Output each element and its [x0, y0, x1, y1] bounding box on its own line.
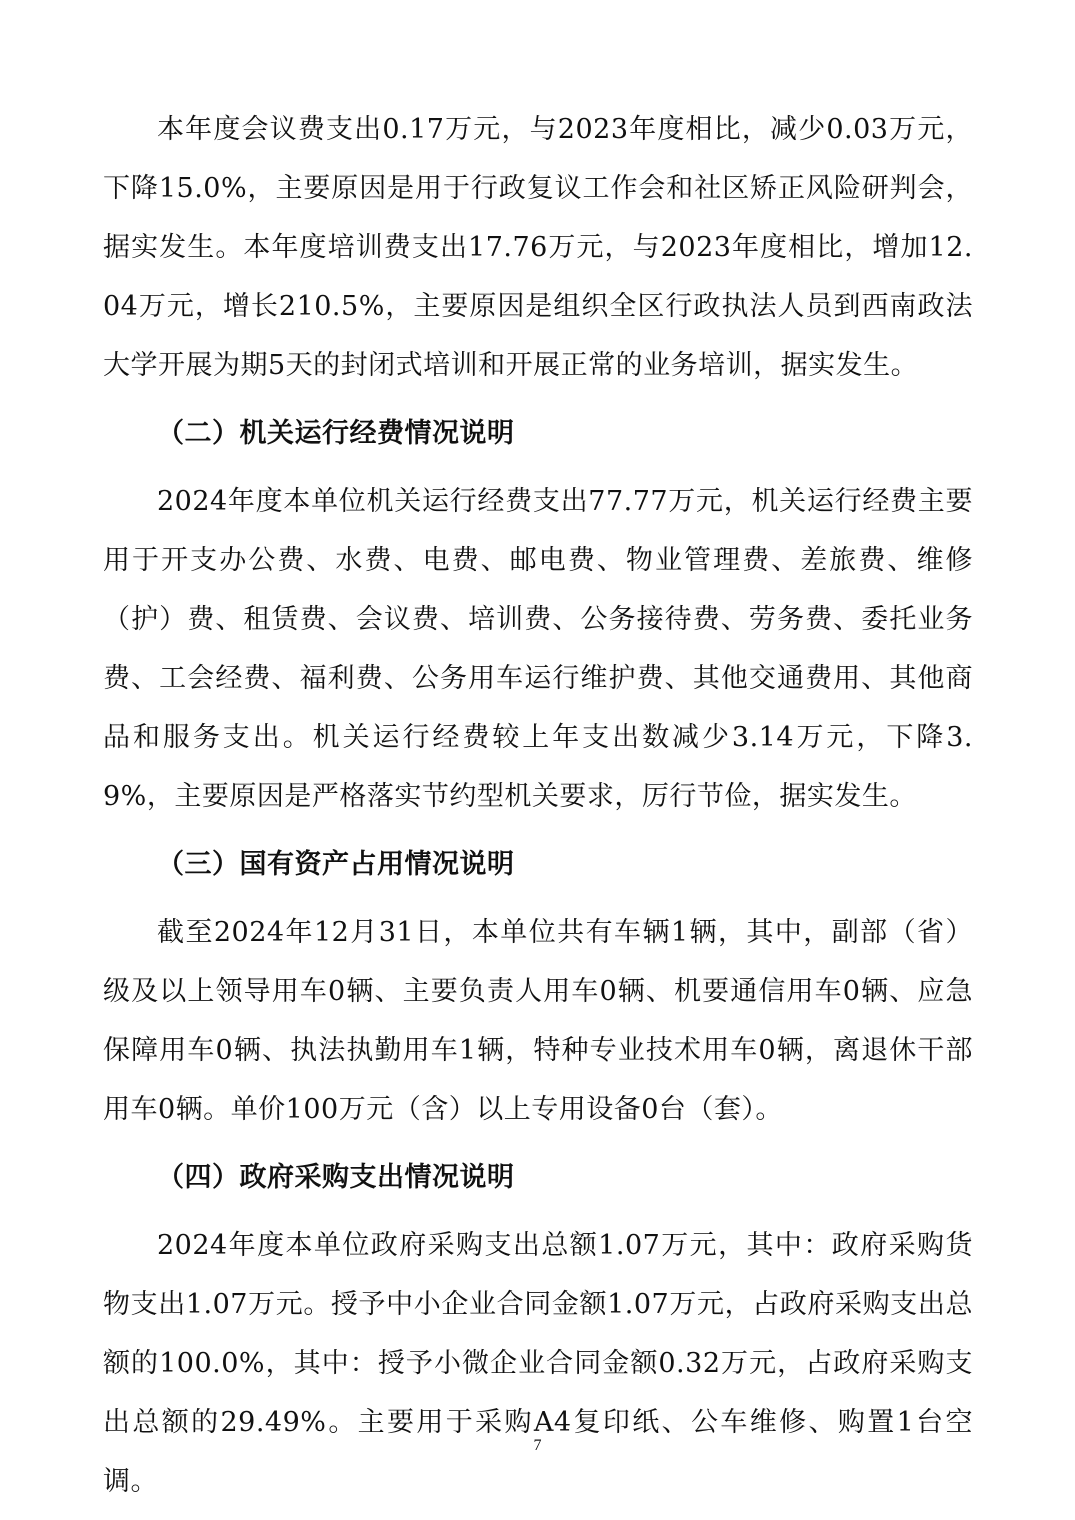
paragraph-government-procurement: 2024年度本单位政府采购支出总额1.07万元，其中：政府采购货物支出1.07万元。授予中小企业合同金额1.07万元，占政府采购支出总额的100.0%，其中：授予小微企业合同金额0.32万元，占政府采购支出总额的29.49%。主要用于采购A4复印纸、公车维修、购置1台空调。 [103, 1230, 973, 1497]
document-body [103, 100, 973, 1520]
page-number: 7 [533, 1437, 542, 1454]
paragraph-state-assets: 截至2024年12月31日，本单位共有车辆1辆，其中，副部（省）级及以上领导用车0辆、主要负责人用车0辆、机要通信用车0辆、应急保障用车0辆、执法执勤用车1辆，特种专业技术用车0辆，离退休干部用车0辆。单价100万元（含）以上专用设备0台（套）。 [103, 917, 973, 1125]
section-heading-state-assets: （三）国有资产占用情况说明 [157, 849, 515, 880]
section-heading-government-procurement: （四）政府采购支出情况说明 [157, 1162, 515, 1193]
paragraph-operating-expenses: 2024年度本单位机关运行经费支出77.77万元，机关运行经费主要用于开支办公费、水费、电费、邮电费、物业管理费、差旅费、维修（护）费、租赁费、会议费、培训费、公务接待费、劳务费、委托业务费、工会经费、福利费、公务用车运行维护费、其他交通费用、其他商品和服务支出。机关运行经费较上年支出数减少3.14万元，下降3.9%，主要原因是严格落实节约型机关要求，厉行节俭，据实发生。 [103, 486, 973, 812]
paragraph-meeting-training-fees: 本年度会议费支出0.17万元，与2023年度相比，减少0.03万元，下降15.0%，主要原因是用于行政复议工作会和社区矫正风险研判会，据实发生。本年度培训费支出17.76万元，与2023年度相比，增加12.04万元，增长210.5%，主要原因是组织全区行政执法人员到西南政法大学开展为期5天的封闭式培训和开展正常的业务培训，据实发生。 [103, 114, 973, 381]
section-heading-operating-expenses: （二）机关运行经费情况说明 [157, 418, 515, 449]
